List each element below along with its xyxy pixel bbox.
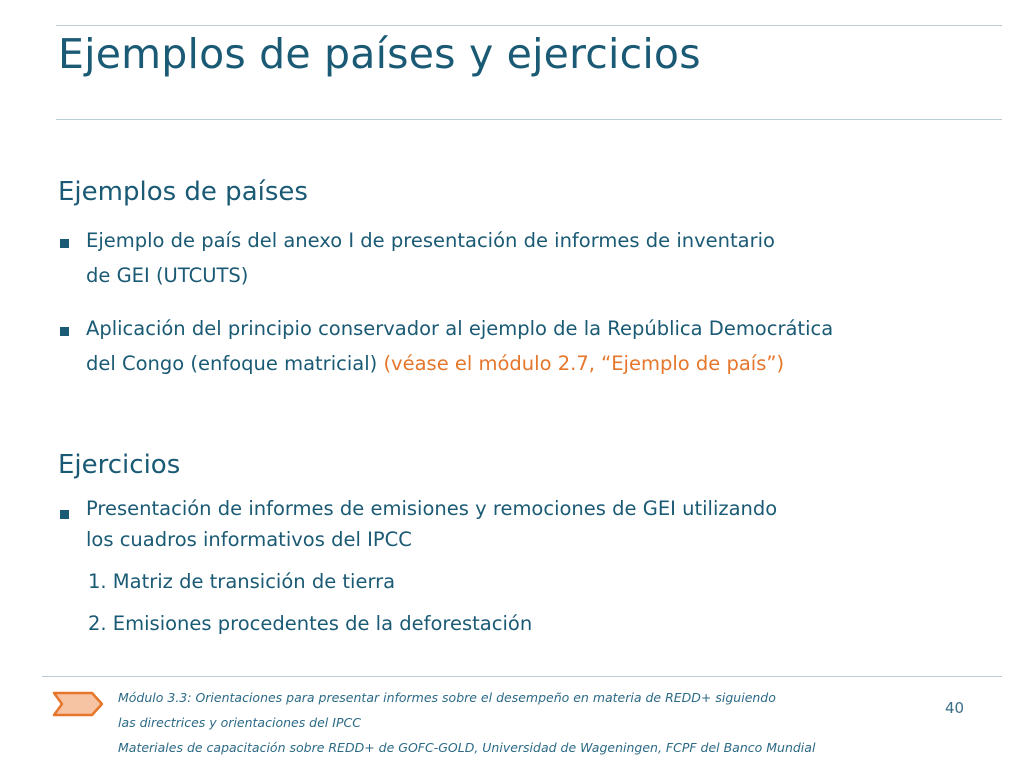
bullet-text-plain: del Congo (enfoque matricial): [86, 352, 384, 375]
top-divider: [56, 25, 1002, 26]
module-reference-link: (véase el módulo 2.7, “Ejemplo de país”): [383, 352, 785, 375]
bullet-text-line2: [86, 346, 784, 381]
section-heading-country-examples: Ejemplos de países: [58, 177, 308, 207]
numbered-item-2: 2. Emisiones procedentes de la deforestación: [88, 612, 533, 635]
footer-divider: [42, 676, 1002, 677]
square-bullet-icon: [60, 239, 69, 248]
bullet-text-line1: Aplicación del principio conservador al ejemplo de la República Democrática: [86, 317, 834, 340]
slide-title: Ejemplos de países y ejercicios: [58, 30, 701, 78]
section-heading-exercises: Ejercicios: [58, 450, 181, 480]
chevron-arrow-icon: [52, 691, 104, 717]
bullet-text-line1: Ejemplo de país del anexo I de presentación de informes de inventario: [86, 229, 775, 252]
bullet-text-line1: Presentación de informes de emisiones y remociones de GEI utilizando: [86, 497, 778, 520]
title-divider: [56, 119, 1002, 120]
footer-module-line2: las directrices y orientaciones del IPCC: [118, 715, 361, 730]
square-bullet-icon: [60, 510, 69, 519]
numbered-item-1: 1. Matriz de transición de tierra: [88, 570, 396, 593]
page-number: 40: [945, 699, 965, 717]
footer-credits: Materiales de capacitación sobre REDD+ de GOFC-GOLD, Universidad de Wageningen, FCPF del Banco Mundial: [118, 740, 816, 755]
bullet-text-line2: los cuadros informativos del IPCC: [86, 528, 412, 551]
square-bullet-icon: [60, 327, 69, 336]
footer-module-line1: Módulo 3.3: Orientaciones para presentar informes sobre el desempeño en materia de REDD+ siguiendo: [118, 690, 776, 705]
bullet-text-line2: de GEI (UTCUTS): [86, 264, 249, 287]
